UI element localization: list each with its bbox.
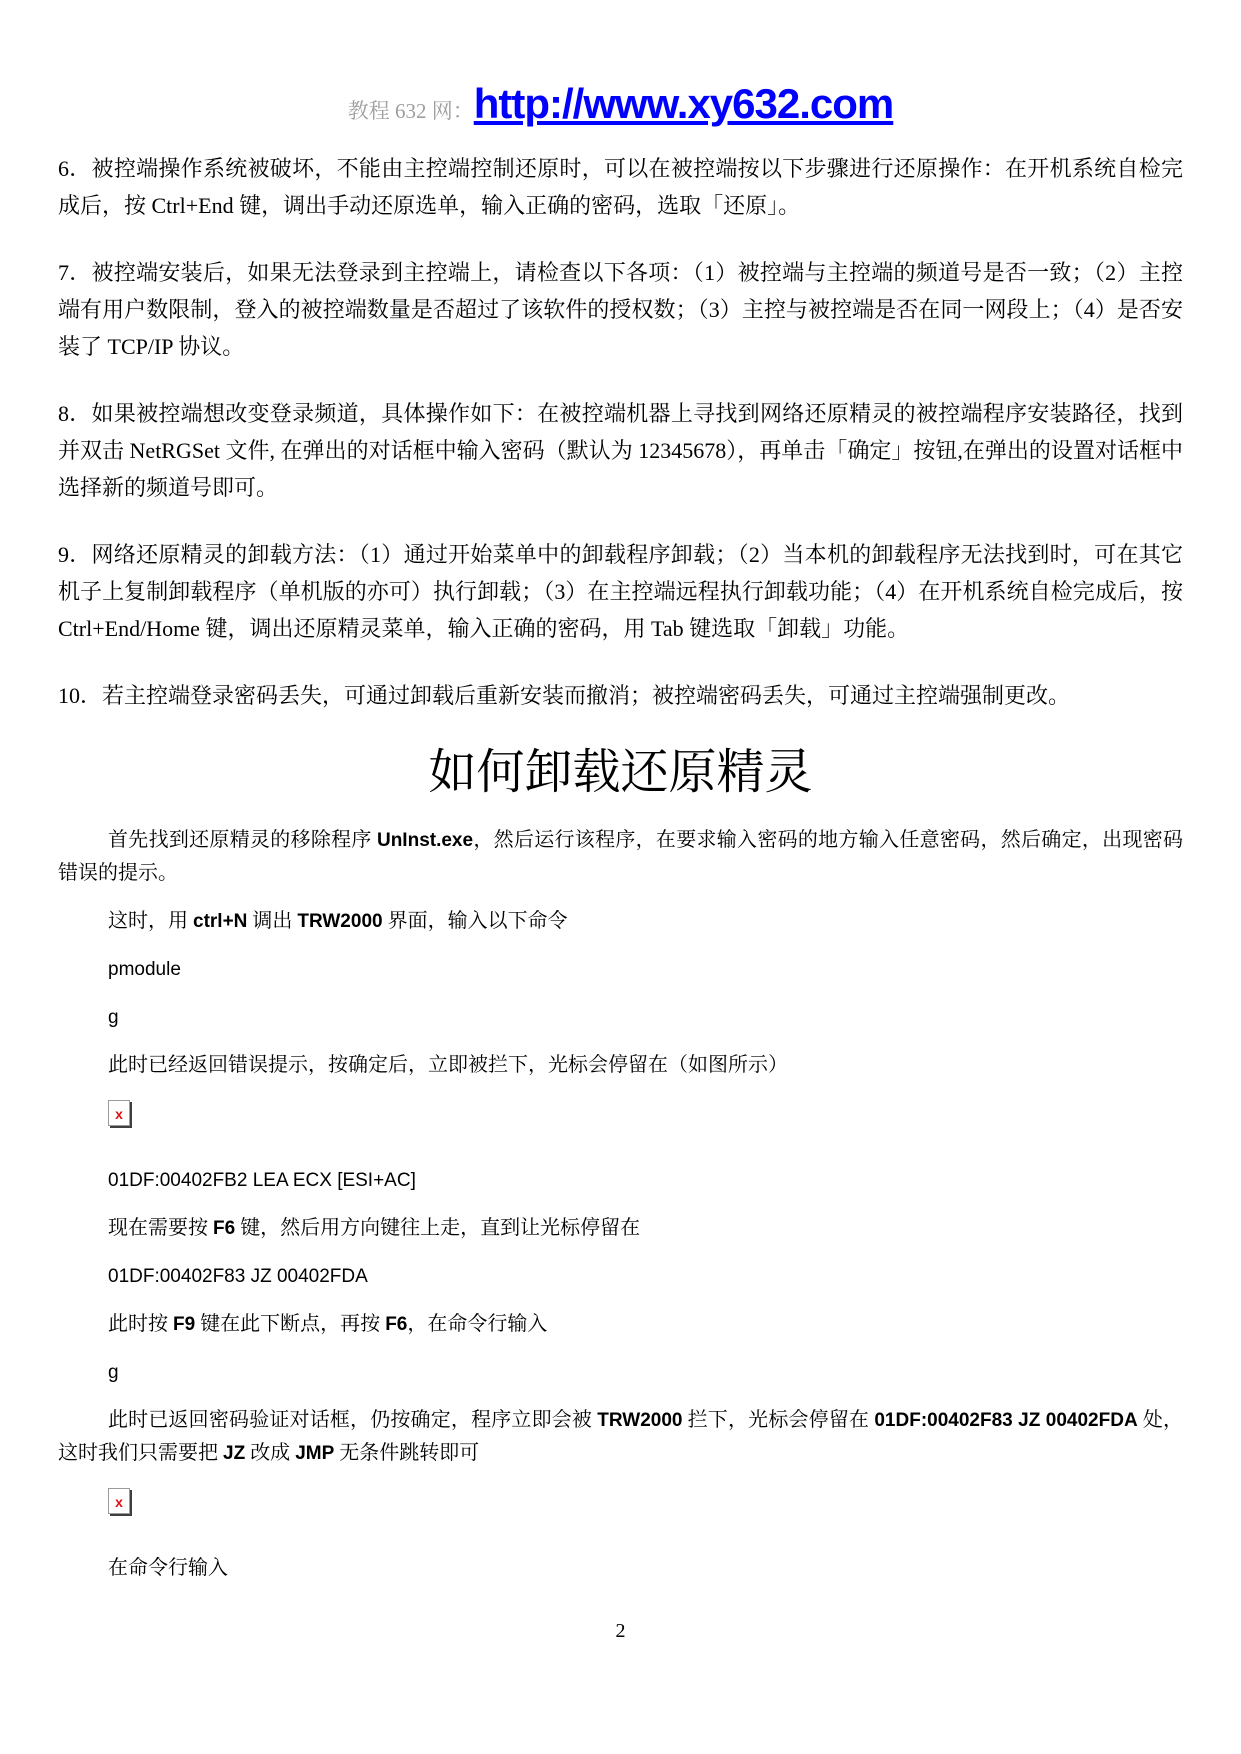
text-run: ，在命令行输入 bbox=[407, 1313, 548, 1335]
text-run: 键在此下断点，再按 bbox=[195, 1313, 386, 1335]
term-f6: F6 bbox=[385, 1314, 408, 1335]
term-address-jz: 01DF:00402F83 JZ 00402FDA bbox=[874, 1410, 1138, 1431]
faq-item-8: 8．如果被控端想改变登录频道，具体操作如下：在被控端机器上寻找到网络还原精灵的被控端程序安装路径，找到并双击 NetRGSet 文件, 在弹出的对话框中输入密码（默认为 12345678），再单击「确定」按钮,在弹出的设置对话框中选择新的频道号即可。 bbox=[58, 401, 1183, 500]
text-run: 界面，输入以下命令 bbox=[382, 910, 568, 932]
faq-item-10: 10．若主控端登录密码丢失，可通过卸载后重新安装而撤消；被控端密码丢失，可通过主控端强制更改。 bbox=[58, 683, 1071, 708]
site-url-link[interactable]: http://www.xy632.com bbox=[473, 80, 894, 127]
text-run: 键，然后用方向键往上走，直到让光标停留在 bbox=[235, 1217, 641, 1239]
text-run: 处，这时我们只需要把 bbox=[58, 1409, 1184, 1464]
paragraph-error-returned: 此时已经返回错误提示，按确定后，立即被拦下，光标会停留在（如图所示） bbox=[108, 1054, 788, 1076]
term-trw2000: TRW2000 bbox=[597, 1410, 683, 1431]
site-name-label: 教程 632 网： bbox=[347, 99, 474, 123]
text-run: ，然后运行该程序，在要求输入密码的地方输入任意密码，然后确定，出现密码错误的提示。 bbox=[58, 829, 1184, 884]
term-ctrl-n: ctrl+N bbox=[193, 911, 248, 932]
term-f6: F6 bbox=[213, 1218, 236, 1239]
paragraph-find-uninst bbox=[58, 824, 1183, 890]
term-uninst-exe: UnInst.exe bbox=[376, 830, 474, 851]
paragraph-change-jz-to-jmp bbox=[58, 1404, 1183, 1470]
term-f9: F9 bbox=[173, 1314, 196, 1335]
text-run: 拦下，光标会停留在 bbox=[682, 1409, 875, 1431]
paragraph-press-f9 bbox=[58, 1308, 1183, 1341]
figure-placeholder-2 bbox=[58, 1485, 1183, 1518]
uninstall-section bbox=[58, 824, 1183, 1585]
paragraph-open-trw2000 bbox=[58, 905, 1183, 938]
red-x-glyph: x bbox=[115, 1494, 123, 1510]
text-run: 此时已返回密码验证对话框，仍按确定，程序立即会被 bbox=[108, 1409, 598, 1431]
term-trw2000: TRW2000 bbox=[297, 911, 383, 932]
text-run: 改成 bbox=[245, 1442, 296, 1464]
text-run: 这时，用 bbox=[108, 910, 193, 932]
text-run: 此时按 bbox=[108, 1313, 173, 1335]
faq-item-9: 9．网络还原精灵的卸载方法：（1）通过开始菜单中的卸载程序卸载；（2）当本机的卸载程序无法找到时，可在其它机子上复制卸载程序（单机版的亦可）执行卸载；（3）在主控端远程执行卸载功能；（4）在开机系统自检完成后，按 Ctrl+End/Home 键，调出还原精灵菜单，输入正确的密码，用 Tab 键选取「卸载」功能。 bbox=[58, 542, 1183, 641]
figure-placeholder-1 bbox=[58, 1097, 1183, 1130]
term-jz: JZ bbox=[223, 1443, 246, 1464]
text-run: 首先找到还原精灵的移除程序 bbox=[108, 829, 377, 851]
term-jmp: JMP bbox=[295, 1443, 335, 1464]
text-run: 现在需要按 bbox=[108, 1217, 213, 1239]
command-g-2: g bbox=[108, 1362, 119, 1383]
code-line-jz: 01DF:00402F83 JZ 00402FDA bbox=[108, 1266, 368, 1287]
paragraph-command-line-input: 在命令行输入 bbox=[108, 1557, 228, 1579]
command-pmodule: pmodule bbox=[108, 959, 181, 980]
red-x-glyph: x bbox=[115, 1106, 123, 1122]
broken-image-icon bbox=[108, 1100, 130, 1126]
code-line-lea-ecx: 01DF:00402FB2 LEA ECX [ESI+AC] bbox=[108, 1170, 416, 1191]
faq-list bbox=[58, 150, 1183, 714]
text-run: 无条件跳转即可 bbox=[334, 1442, 480, 1464]
command-g-1: g bbox=[108, 1007, 119, 1028]
page-number: 2 bbox=[615, 1620, 626, 1642]
faq-item-7: 7．被控端安装后，如果无法登录到主控端上，请检查以下各项：（1）被控端与主控端的频道号是否一致；（2）主控端有用户数限制，登入的被控端数量是否超过了该软件的授权数；（3）主控与被控端是否在同一网段上；（4）是否安装了 TCP/IP 协议。 bbox=[58, 260, 1183, 359]
page-header bbox=[58, 78, 1183, 140]
section-title: 如何卸载还原精灵 bbox=[428, 746, 813, 799]
broken-image-icon bbox=[108, 1488, 130, 1514]
faq-item-6: 6．被控端操作系统被破坏，不能由主控端控制还原时，可以在被控端按以下步骤进行还原操作：在开机系统自检完成后，按 Ctrl+End 键，调出手动还原选单，输入正确的密码，选取「还原」。 bbox=[58, 156, 1183, 218]
paragraph-press-f6 bbox=[58, 1212, 1183, 1245]
text-run: 调出 bbox=[247, 910, 298, 932]
